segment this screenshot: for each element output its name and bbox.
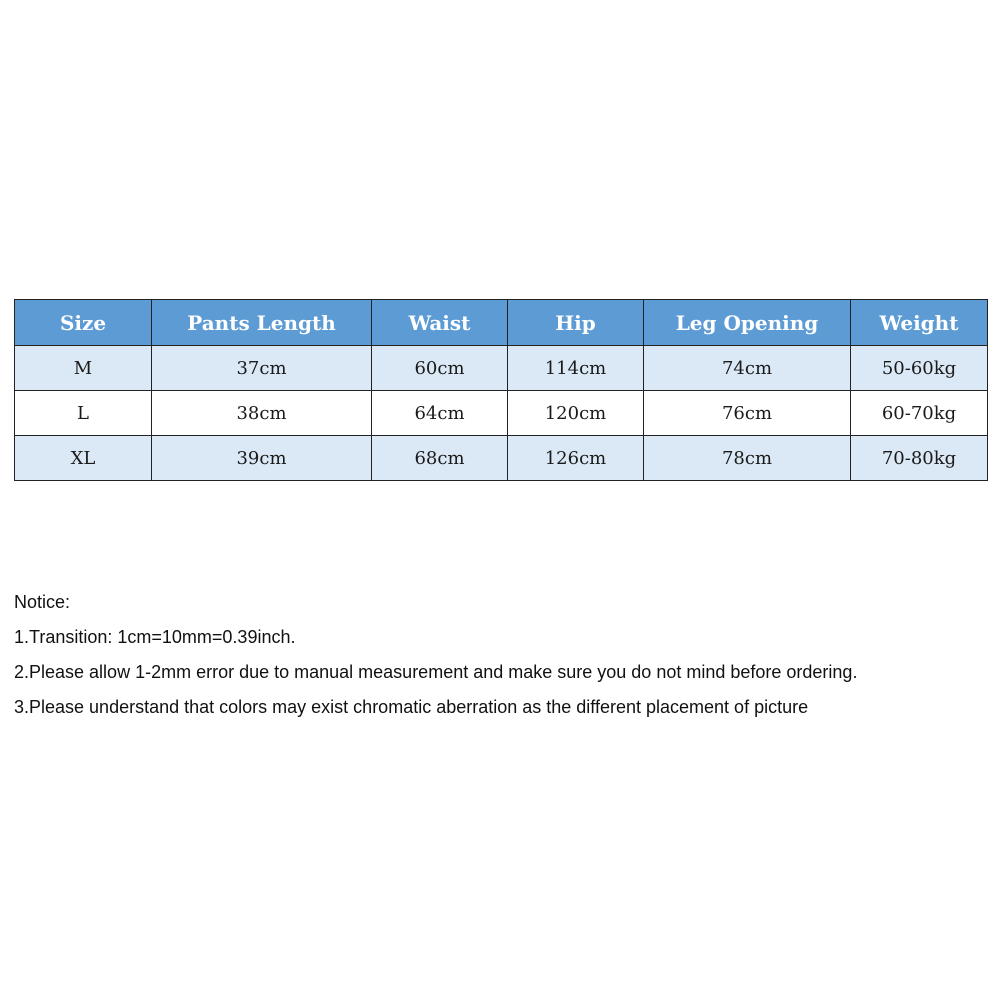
cell-hip: 126cm bbox=[508, 436, 644, 481]
notice-item: 2.Please allow 1-2mm error due to manual measurement and make sure you do not mind before ordering. bbox=[14, 662, 858, 682]
cell-size: XL bbox=[15, 436, 152, 481]
cell-hip: 120cm bbox=[508, 391, 644, 436]
header-leg-opening: Leg Opening bbox=[644, 300, 851, 346]
cell-pants-length: 38cm bbox=[152, 391, 372, 436]
cell-weight: 60-70kg bbox=[851, 391, 988, 436]
cell-weight: 50-60kg bbox=[851, 346, 988, 391]
cell-pants-length: 39cm bbox=[152, 436, 372, 481]
cell-leg-opening: 78cm bbox=[644, 436, 851, 481]
notice-item: 3.Please understand that colors may exist chromatic aberration as the different placement of picture bbox=[14, 697, 809, 717]
cell-size: L bbox=[15, 391, 152, 436]
table-row bbox=[15, 436, 988, 481]
notice-section bbox=[14, 585, 989, 725]
size-chart-table bbox=[14, 299, 988, 481]
header-hip: Hip bbox=[508, 300, 644, 346]
cell-leg-opening: 76cm bbox=[644, 391, 851, 436]
cell-weight: 70-80kg bbox=[851, 436, 988, 481]
table-header-row bbox=[15, 300, 988, 346]
cell-hip: 114cm bbox=[508, 346, 644, 391]
table-row bbox=[15, 346, 988, 391]
notice-item: 1.Transition: 1cm=10mm=0.39inch. bbox=[14, 627, 296, 647]
header-size: Size bbox=[15, 300, 152, 346]
header-pants-length: Pants Length bbox=[152, 300, 372, 346]
header-waist: Waist bbox=[372, 300, 508, 346]
cell-waist: 60cm bbox=[372, 346, 508, 391]
table-row bbox=[15, 391, 988, 436]
header-weight: Weight bbox=[851, 300, 988, 346]
cell-waist: 64cm bbox=[372, 391, 508, 436]
cell-size: M bbox=[15, 346, 152, 391]
cell-leg-opening: 74cm bbox=[644, 346, 851, 391]
cell-waist: 68cm bbox=[372, 436, 508, 481]
notice-title: Notice: bbox=[14, 592, 71, 612]
cell-pants-length: 37cm bbox=[152, 346, 372, 391]
